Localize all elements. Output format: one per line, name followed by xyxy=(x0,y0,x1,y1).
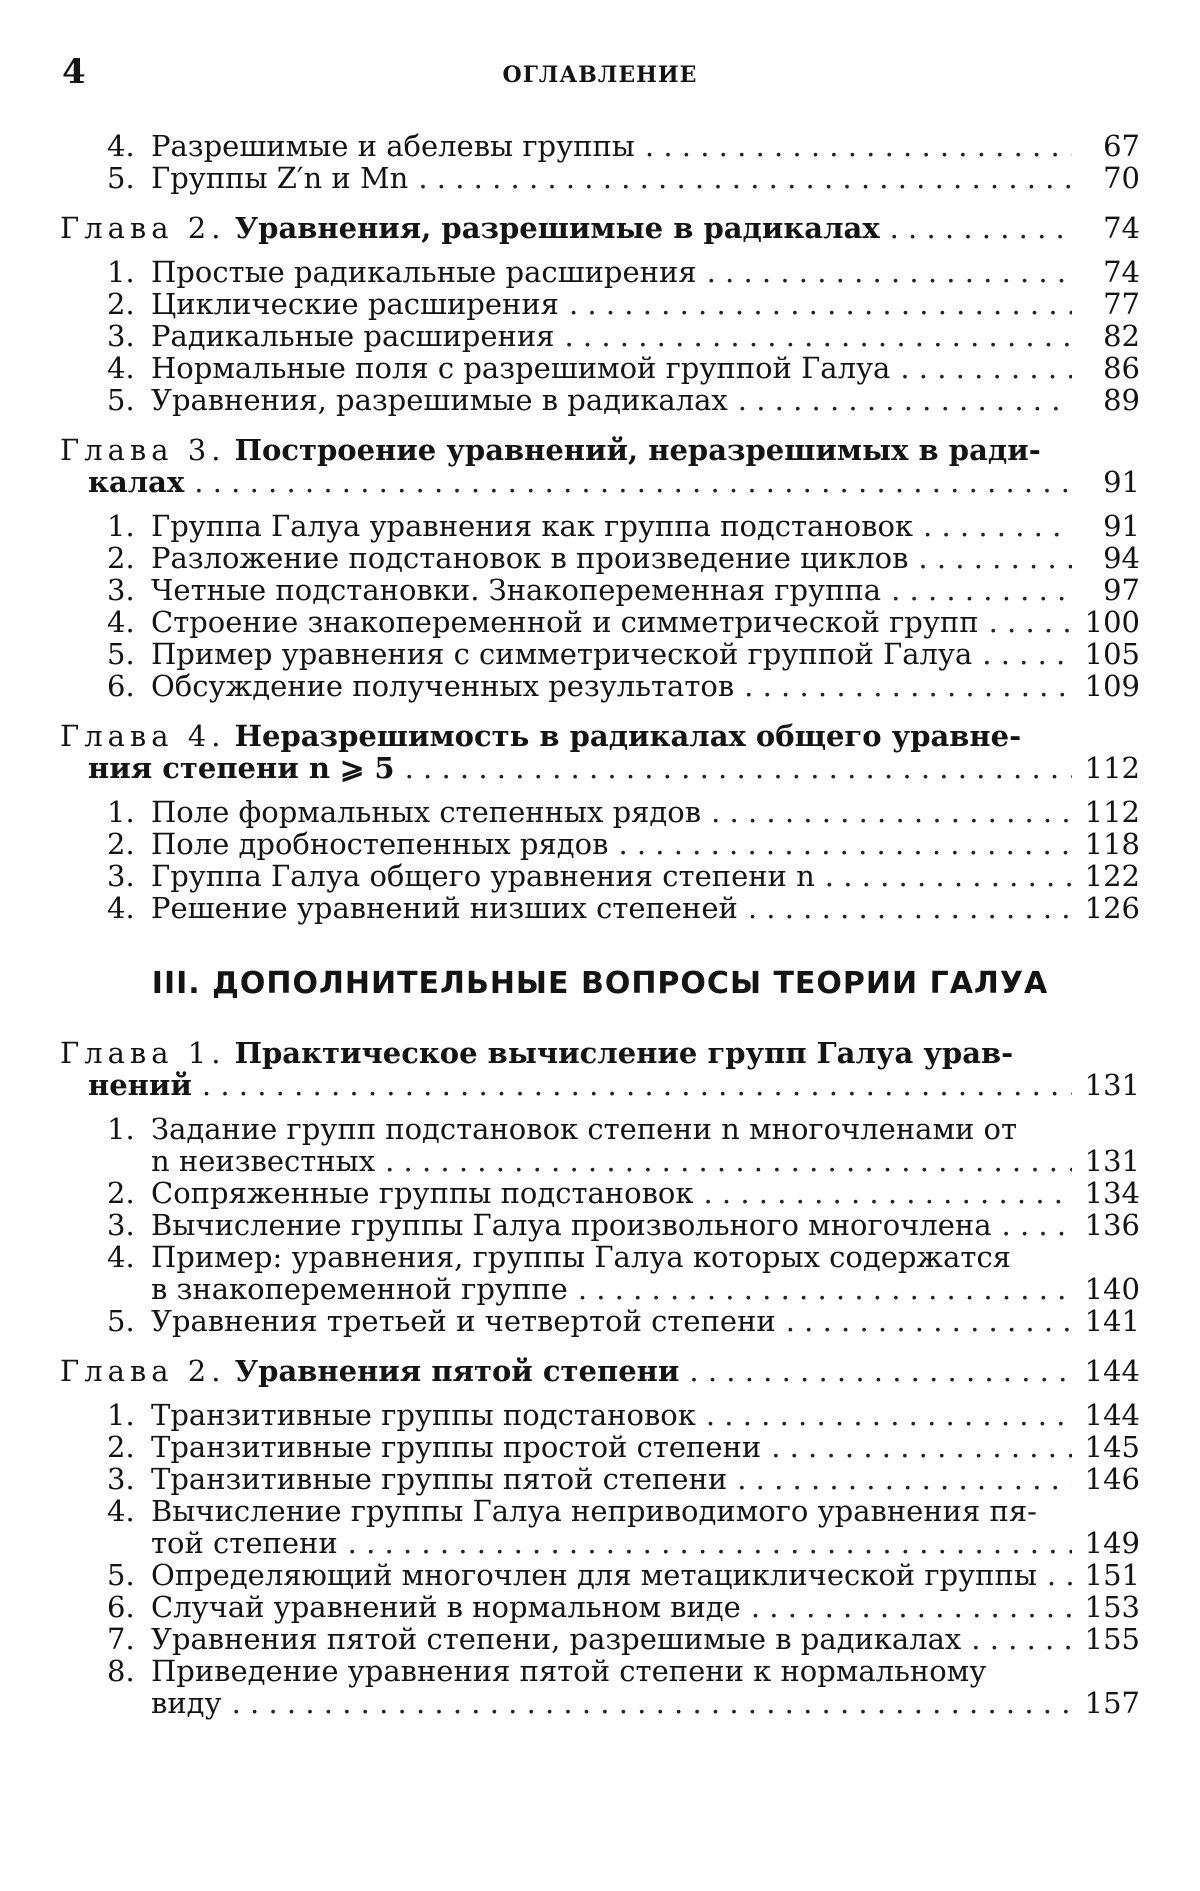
chapter-heading-cont: калах . . . 91 xyxy=(60,466,1140,498)
dot-leader xyxy=(890,212,1072,244)
toc-item: 1. Транзитивные группы подстановок . . . 144 xyxy=(60,1399,1140,1431)
toc-item: 3. Вычисление группы Галуа произвольного многочлена . . . 136 xyxy=(60,1209,1140,1241)
toc-item: 4. Вычисление группы Галуа неприводимого уравнения пя- xyxy=(60,1495,1140,1527)
toc-item: 1. Поле формальных степенных рядов . . . 112 xyxy=(60,796,1140,828)
toc-item: 4. Нормальные поля с разрешимой группой Галуа . . . 86 xyxy=(60,352,1140,384)
toc-item: 7. Уравнения пятой степени, разрешимые в радикалах . . . 155 xyxy=(60,1623,1140,1655)
document-page xyxy=(0,0,1200,1891)
chapter-heading: Глава 3. Построение уравнений, неразрешимых в ради- xyxy=(60,434,1140,466)
dot-leader xyxy=(418,162,1072,194)
toc-item-cont: n неизвестных . . . 131 xyxy=(60,1145,1140,1177)
toc-item: 5. Уравнения, разрешимые в радикалах . . . 89 xyxy=(60,384,1140,416)
running-header: ОГЛАВЛЕНИЕ xyxy=(0,62,1200,88)
toc-item: 6. Обсуждение полученных результатов . . . 109 xyxy=(60,670,1140,702)
toc-item: 5. Группы Z′n и Mn . . . 70 xyxy=(60,162,1140,194)
toc-item: 3. Группа Галуа общего уравнения степени n . . . 122 xyxy=(60,860,1140,892)
toc-item: 3. Четные подстановки. Знакопеременная группа . . . 97 xyxy=(60,574,1140,606)
toc-item-cont: той степени . . . 149 xyxy=(60,1527,1140,1559)
toc-item: 8. Приведение уравнения пятой степени к нормальному xyxy=(60,1655,1140,1687)
toc-item: 5. Пример уравнения с симметрической группой Галуа . . . 105 xyxy=(60,638,1140,670)
table-of-contents xyxy=(60,130,1140,1719)
toc-item-cont: в знакопеременной группе . . . 140 xyxy=(60,1273,1140,1305)
toc-item: 5. Определяющий многочлен для метациклической группы . . . 151 xyxy=(60,1559,1140,1591)
toc-item: 3. Радикальные расширения . . . 82 xyxy=(60,320,1140,352)
chapter-heading: Глава 1. Практическое вычисление групп Галуа урав- xyxy=(60,1037,1140,1069)
toc-item: 1. Группа Галуа уравнения как группа подстановок . . . 91 xyxy=(60,510,1140,542)
toc-item: 2. Циклические расширения . . . 77 xyxy=(60,288,1140,320)
toc-item: 6. Случай уравнений в нормальном виде . . . 153 xyxy=(60,1591,1140,1623)
toc-item: 1. Задание групп подстановок степени n многочленами от xyxy=(60,1113,1140,1145)
toc-item: 4. Решение уравнений низших степеней . . . 126 xyxy=(60,892,1140,924)
chapter-heading: Глава 2. Уравнения пятой степени . . . 144 xyxy=(60,1355,1140,1387)
toc-item: 2. Сопряженные группы подстановок . . . 134 xyxy=(60,1177,1140,1209)
toc-item: 1. Простые радикальные расширения . . . 74 xyxy=(60,256,1140,288)
page-ref: 70 xyxy=(1080,162,1140,194)
toc-item-cont: виду . . . 157 xyxy=(60,1687,1140,1719)
toc-item: 4. Разрешимые и абелевы группы . . . 67 xyxy=(60,130,1140,162)
page-ref: 67 xyxy=(1080,130,1140,162)
dot-leader xyxy=(645,130,1072,162)
part-title: III. ДОПОЛНИТЕЛЬНЫЕ ВОПРОСЫ ТЕОРИИ ГАЛУА xyxy=(60,966,1140,1001)
toc-item: 2. Поле дробностепенных рядов . . . 118 xyxy=(60,828,1140,860)
toc-item: 4. Строение знакопеременной и симметрической групп . . . 100 xyxy=(60,606,1140,638)
chapter-heading-cont: ния степени n ⩾ 5 . . . 112 xyxy=(60,752,1140,784)
page-number: 4 xyxy=(62,52,86,92)
chapter-heading: Глава 2. Уравнения, разрешимые в радикалах . . . 74 xyxy=(60,212,1140,244)
toc-item: 5. Уравнения третьей и четвертой степени . . . 141 xyxy=(60,1305,1140,1337)
chapter-heading-cont: нений . . . 131 xyxy=(60,1069,1140,1101)
toc-item: 3. Транзитивные группы пятой степени . . . 146 xyxy=(60,1463,1140,1495)
chapter-heading: Глава 4. Неразрешимость в радикалах общего уравне- xyxy=(60,720,1140,752)
toc-item: 2. Разложение подстановок в произведение циклов . . . 94 xyxy=(60,542,1140,574)
toc-item: 4. Пример: уравнения, группы Галуа которых содержатся xyxy=(60,1241,1140,1273)
toc-item: 2. Транзитивные группы простой степени . . . 145 xyxy=(60,1431,1140,1463)
